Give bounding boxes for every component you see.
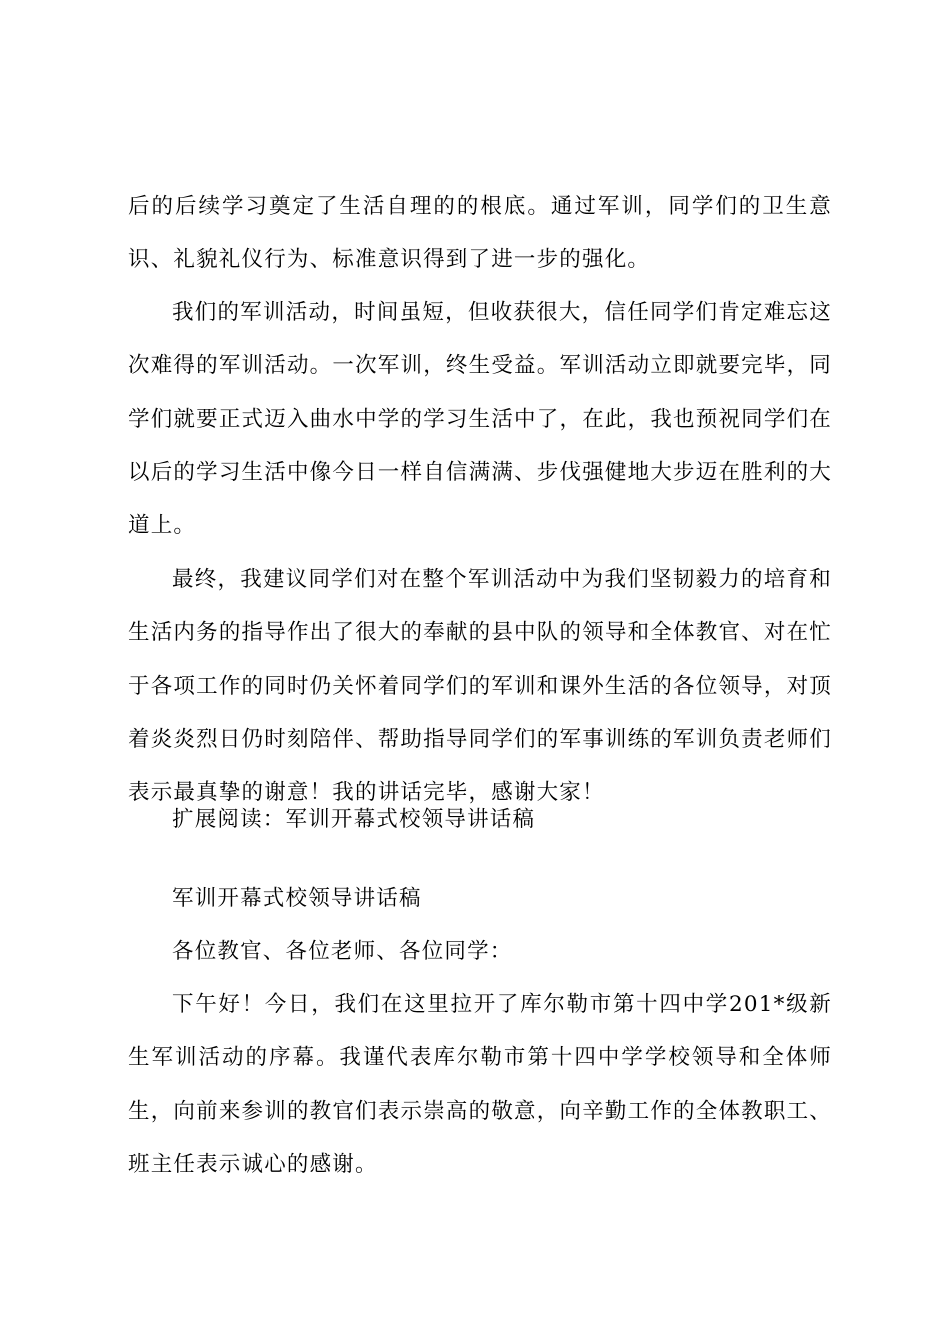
paragraph-training-summary: 我们的军训活动，时间虽短，但收获很大，信任同学们肯定难忘这次难得的军训活动。一次军训，终生受益。军训活动立即就要完毕，同学们就要正式迈入曲水中学的学习生活中了，在此，我也预祝同学们在以后的学习生活中像今日一样自信满满、步伐强健地大步迈在胜利的大道上。 (128, 300, 832, 539)
speech-salutation: 各位教官、各位老师、各位同学： (172, 939, 513, 964)
extended-reading-label: 扩展阅读：军训开幕式校领导讲话稿 (172, 807, 536, 832)
paragraph-speech-opening: 下午好！今日，我们在这里拉开了库尔勒市第十四中学201*级新生军训活动的序幕。我谨代表库尔勒市第十四中学学校领导和全体师生，向前来参训的教官们表示崇高的敬意，向辛勤工作的全体教职工、班主任表示诚心的感谢。 (128, 992, 832, 1177)
speech-title: 军训开幕式校领导讲话稿 (172, 886, 422, 911)
paragraph-thanks: 最终，我建议同学们对在整个军训活动中为我们坚韧毅力的培育和生活内务的指导作出了很大的奉献的县中队的领导和全体教官、对在忙于各项工作的同时仍关怀着同学们的军训和课外生活的各位领导，对顶着炎炎烈日仍时刻陪伴、帮助指导同学们的军事训练的军训负责老师们表示最真挚的谢意！我的讲话完毕，感谢大家！ (128, 567, 832, 806)
paragraph-continuation: 后的后续学习奠定了生活自理的的根底。通过军训，同学们的卫生意识、礼貌礼仪行为、标准意识得到了进一步的强化。 (128, 194, 832, 273)
